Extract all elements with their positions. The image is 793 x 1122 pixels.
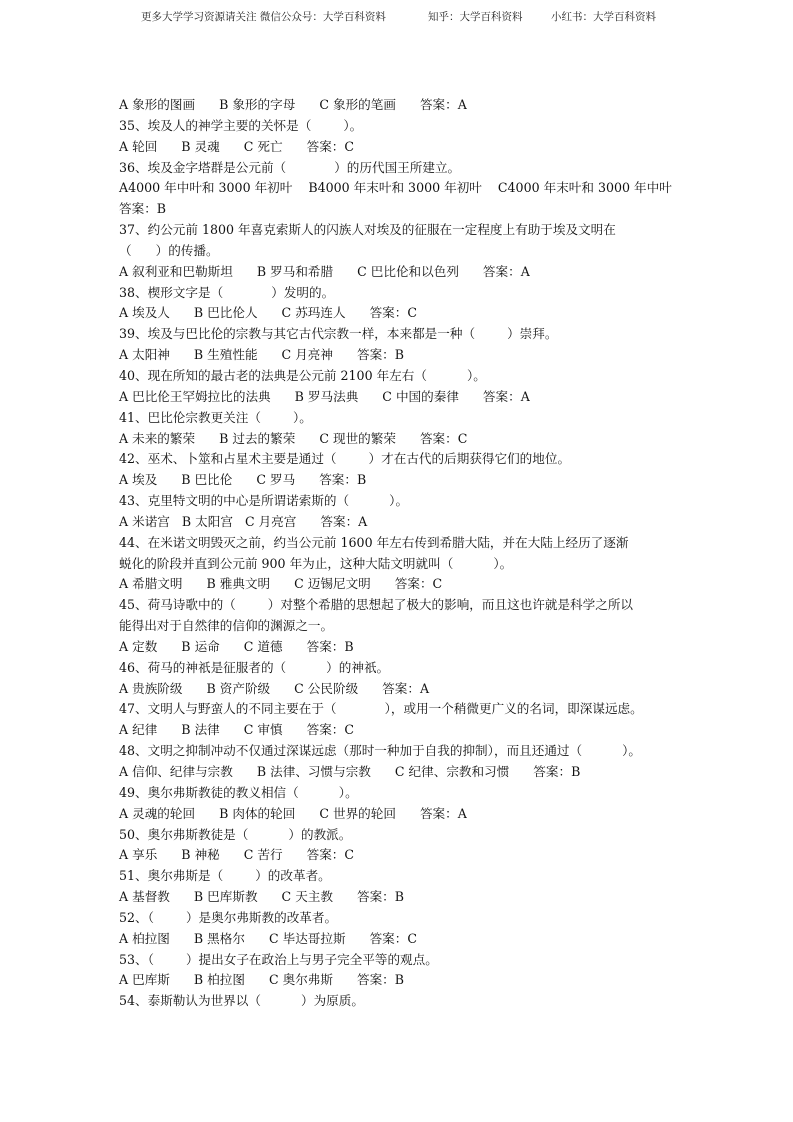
question-line: A 享乐 B 神秘 C 苦行 答案：C <box>119 847 355 863</box>
question-line: 51、奥尔弗斯是（ ）的改革者。 <box>119 868 331 884</box>
question-line: A 巴比伦王罕姆拉比的法典 B 罗马法典 C 中国的秦律 答案：A <box>119 388 530 404</box>
question-line: A 埃及人 B 巴比伦人 C 苏玛连人 答案：C <box>119 305 418 321</box>
question-line: 答案：B <box>119 201 167 217</box>
question-line: 36、埃及金字塔群是公元前（ ）的历代国王所建立。 <box>119 159 461 175</box>
question-line: 45、荷马诗歌中的（ ）对整个希腊的思想起了极大的影响，而且这也许就是科学之所以 <box>119 597 634 613</box>
question-line: 40、现在所知的最古老的法典是公元前 2100 年左右（ ）。 <box>119 367 486 383</box>
question-line: A4000 年中叶和 3000 年初叶 B4000 年末叶和 3000 年初叶 C4000 年末叶和 3000 年中叶 <box>119 180 672 196</box>
question-line: 41、巴比伦宗教更关注（ ）。 <box>119 409 312 425</box>
question-line: 39、埃及与巴比伦的宗教与其它古代宗教一样，本来都是一种（ ）崇拜。 <box>119 326 558 342</box>
question-line: A 希腊文明 B 雅典文明 C 迈锡尼文明 答案：C <box>119 576 443 592</box>
header-promo-wechat: 更多大学学习资源请关注 微信公众号：大学百科资料 <box>141 11 386 23</box>
question-line: 48、文明之抑制冲动不仅通过深谋远虑（那时一种加于自我的抑制），而且还通过（ ）。 <box>119 743 642 759</box>
question-line: 蜕化的阶段并直到公元前 900 年为止，这种大陆文明就叫（ ）。 <box>119 555 513 571</box>
question-line: A 信仰、纪律与宗教 B 法律、习惯与宗教 C 纪律、宗教和习惯 答案：B <box>119 764 581 779</box>
question-line: A 埃及 B 巴比伦 C 罗马 答案：B <box>119 472 367 488</box>
header-promo-xiaohongshu: 小红书：大学百科资料 <box>551 11 656 23</box>
question-list <box>119 95 689 1012</box>
question-line: A 灵魂的轮回 B 肉体的轮回 C 世界的轮回 答案：A <box>119 805 467 821</box>
question-line: 52、（ ）是奥尔弗斯教的改革者。 <box>119 909 338 925</box>
header-promo-zhihu: 知乎：大学百科资料 <box>428 11 523 23</box>
question-line: 53、（ ）提出女子在政治上与男子完全平等的观点。 <box>119 951 438 967</box>
question-line: 50、奥尔弗斯教徒是（ ）的教派。 <box>119 826 352 842</box>
question-line: （ ）的传播。 <box>119 242 219 258</box>
question-line: A 太阳神 B 生殖性能 C 月亮神 答案：B <box>119 347 405 363</box>
question-line: A 巴库斯 B 柏拉图 C 奥尔弗斯 答案：B <box>119 972 405 988</box>
question-line: 49、奥尔弗斯教徒的教义相信（ ）。 <box>119 784 358 800</box>
question-line: A 米诺宫 B 太阳宫 C 月亮宫 答案：A <box>119 513 368 529</box>
question-line: 43、克里特文明的中心是所谓诺索斯的（ ）。 <box>119 493 409 509</box>
question-line: 54、泰斯勒认为世界以（ ）为原质。 <box>119 993 364 1009</box>
question-line: 46、荷马的神祇是征服者的（ ）的神祇。 <box>119 659 390 675</box>
question-line: 能得出对于自然律的信仰的渊源之一。 <box>119 618 334 634</box>
question-line: A 象形的图画 B 象形的字母 C 象形的笔画 答案：A <box>119 97 467 112</box>
question-line: A 未来的繁荣 B 过去的繁荣 C 现世的繁荣 答案：C <box>119 430 468 446</box>
question-line: A 纪律 B 法律 C 审慎 答案：C <box>119 722 355 738</box>
question-line: 44、在米诺文明毁灭之前，约当公元前 1600 年左右传到希腊大陆，并在大陆上经历了逐渐 <box>119 534 629 550</box>
question-line: 47、文明人与野蛮人的不同主要在于（ ），或用一个稍微更广义的名词，即深谋远虑。 <box>119 701 643 717</box>
question-line: A 轮回 B 灵魂 C 死亡 答案：C <box>119 138 355 154</box>
question-line: 37、约公元前 1800 年喜克索斯人的闪族人对埃及的征服在一定程度上有助于埃及文明在 <box>119 222 616 238</box>
question-line: 42、巫术、卜筮和占星术主要是通过（ ）才在古代的后期获得它们的地位。 <box>119 451 571 467</box>
question-line: A 基督教 B 巴库斯教 C 天主教 答案：B <box>119 889 405 905</box>
question-line: A 柏拉图 B 黑格尔 C 毕达哥拉斯 答案：C <box>119 930 418 946</box>
question-line: 35、埃及人的神学主要的关怀是（ ）。 <box>119 117 363 133</box>
question-line: A 叙利亚和巴勒斯坦 B 罗马和希腊 C 巴比伦和以色列 答案：A <box>119 263 530 279</box>
question-line: 38、楔形文字是（ ）发明的。 <box>119 284 335 300</box>
question-line: A 贵族阶级 B 资产阶级 C 公民阶级 答案：A <box>119 680 430 696</box>
question-line: A 定数 B 运命 C 道德 答案：B <box>119 638 354 654</box>
